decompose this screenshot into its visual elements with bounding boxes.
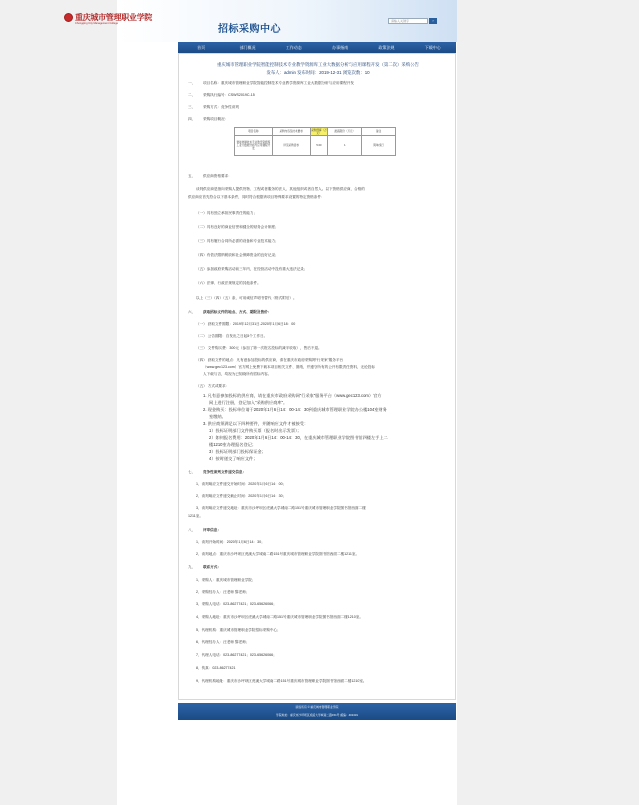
method-subitem: 楼1210室办理报名登记； xyxy=(209,442,257,447)
method-subitem: 3）投标证明部门投标保证金； xyxy=(209,449,266,454)
logo-text: 重庆城市管理职业学院 xyxy=(75,12,152,22)
method-subitem: 4）按时递交了响应文件； xyxy=(209,456,258,461)
procurement-number: 采购执行编号：CSWS2019C-15 xyxy=(203,93,255,97)
contact-item: 6、代理经办人：汪老师 黎老师； xyxy=(196,640,250,644)
review-heading: 评审信息： xyxy=(203,528,221,532)
college-seal-icon xyxy=(64,13,73,22)
method-item: 2. 现金购买：投标单位请于2020年1月6日14：00-14：30到重庆城市管理职业学院办公楼104室财务 xyxy=(203,407,387,412)
contact-item: 1、采购人：重庆城市管理职业学院； xyxy=(196,578,256,582)
nav-news[interactable]: 工作动态 xyxy=(285,45,302,50)
section-number: 八、 xyxy=(188,528,196,532)
qualification-item: （二）具有良好的商业信誉和健全的财务会计制度； xyxy=(196,225,279,229)
method-item: 3. 供应商须满足以下四种要件，并随响应文件才被接受： xyxy=(203,421,309,426)
submission-item: 1211室。 xyxy=(188,514,203,518)
acquisition-item: （一） 获取文件期限：2019年12月31日-2020年1月6日18：00 xyxy=(196,322,296,326)
qualification-item: （六）法律、行政法规规定的其他条件。 xyxy=(196,281,261,285)
contact-item: 7、代理人电话：023-86277421；023-65626066； xyxy=(196,653,277,657)
nav-guide[interactable]: 办事指南 xyxy=(332,45,349,50)
project-overview-heading: 采购项目概况： xyxy=(203,117,229,121)
review-item: 2、谈判地点：重庆市沙坪坝区虎溪大学城南二路151号重庆城市管理职业学院图书馆西面二楼1211室。 xyxy=(196,552,360,556)
table-header: 采购预算（万元） xyxy=(311,128,327,135)
submission-item: 2、谈判响应文件递交截止时间：2020年1月6日14：30； xyxy=(196,494,287,498)
review-item: 1、谈判开始时间：2020年1月6日14：30； xyxy=(196,540,265,544)
contact-item: 3、采购人电话：023-86277421；023-65626066； xyxy=(196,602,277,606)
search-input[interactable]: 请输入关键字 xyxy=(388,18,428,24)
method-subitem: 2）如何报名费用：2020年1月6日14：00-14：30，在重庆城市管理职业学院图书馆四楼左手上二 xyxy=(209,435,388,440)
contact-item: 4、采购人地址：重庆市沙坪坝区虎溪大学城南二路151号重庆城市管理职业学院图书馆西面二楼1210室。 xyxy=(196,615,363,619)
table-header: 备注 xyxy=(362,128,396,136)
section-number: 四、 xyxy=(188,117,196,121)
qualification-item: （一）具有独立承担民事责任的能力； xyxy=(196,211,258,215)
nav-home[interactable]: 首页 xyxy=(197,45,206,50)
qualification-item: （四）有依法缴纳税收和社会保障资金的良好记录； xyxy=(196,253,279,257)
logo-subtitle: Chongqing City Management College xyxy=(75,22,119,25)
table-cell: 5.00 xyxy=(310,136,328,156)
main-nav xyxy=(178,42,456,53)
contact-item: 9、代理机构地址：重庆市沙坪坝区虎溪大学城南二路151号重庆城市管理职业学院图书馆西面二楼1210室。 xyxy=(196,679,367,683)
table-cell: 详见采购需求 xyxy=(272,136,310,156)
section-number: 二、 xyxy=(188,93,196,97)
submission-item: 3、谈判响应文件递交地址：重庆市沙坪坝区虎溪大学城南二路151号重庆城市管理职业学院图书馆西面二楼 xyxy=(196,506,366,510)
method-item: 室缴纳。 xyxy=(209,414,226,419)
footer-copyright: 版权所有 © 重庆城市管理职业学院 xyxy=(295,705,339,709)
project-name: 项目名称：重庆城市管理职业学院智能控制技术专业教学资源库工业大数据分析与应用课程开发 xyxy=(203,81,354,85)
method-item: 1. 凡有意参加投标的供应商，请在重庆市政府采购网“行采家”服务平台（www.gec123.com）官方 xyxy=(203,393,382,398)
contact-item: 5、代理机构：重庆城市管理职业学院招标采购中心； xyxy=(196,628,281,632)
acquisition-item: （www.gec123.com）官方网上免费下载本项目相关文件、图纸，并遵守所有的公开有限责任资料，无论投标 xyxy=(203,365,375,369)
section-number: 三、 xyxy=(188,105,196,109)
project-table xyxy=(234,127,396,156)
nav-policy[interactable]: 政策法规 xyxy=(378,45,395,50)
acquisition-item: （二） 公告期限：自发出之日起5个工作日。 xyxy=(196,334,268,338)
table-cell: 智能控制技术专业教学资源库工业大数据分析与应用课程开发 xyxy=(235,136,273,156)
method-item: 网上进行注册，登记加入“采购供应商库”。 xyxy=(209,400,288,405)
article-title: 重庆城市管理职业学院智能控制技术专业教学资源库工业大数据分析与应用课程开发（第二次）采购公告 xyxy=(217,62,419,67)
section-number: 九、 xyxy=(188,565,196,569)
method-subitem: 1）投标证明部门文件购买票（报名时出示发票）； xyxy=(209,428,302,433)
college-logo[interactable] xyxy=(64,12,152,22)
table-header-row xyxy=(235,128,396,136)
qualification-note: 以上（三）（四）（五）条，可用诚信声明书替代（格式附后）。 xyxy=(196,296,297,300)
section-number: 七、 xyxy=(188,470,196,474)
table-row xyxy=(235,136,396,156)
nav-department[interactable]: 部门概况 xyxy=(239,45,256,50)
procurement-method: 采购方式：竞争性谈判 xyxy=(203,105,239,109)
table-header: 最高限价（万元） xyxy=(328,128,362,136)
search-button[interactable]: › xyxy=(429,18,437,24)
submission-heading: 竞争性谈判文件递交信息： xyxy=(203,470,247,474)
contact-item: 8、传真：023-86277421 xyxy=(196,666,236,670)
submission-item: 1、谈判响应文件递交开始时间：2020年1月6日14：00； xyxy=(196,482,287,486)
acquisition-item: （三） 文件购买费：300元（参加了第一次报名投标的减半收取），售后不退。 xyxy=(196,346,322,350)
section-number: 五、 xyxy=(188,174,196,178)
site-title: 招标采购中心 xyxy=(218,24,281,35)
acquisition-item: 人下载与否，均视为已知晓所有招标内容。 xyxy=(203,372,272,376)
section-number: 一、 xyxy=(188,81,196,85)
document-acquisition-heading: 获取招标文件的地点、方式、期限及售价： xyxy=(203,310,272,314)
table-header: 项目名称 xyxy=(235,128,273,136)
paragraph-line: 供应商应首先符合以下基本条件，同时符合根据该项目特殊要求设置的特定资格条件： xyxy=(188,195,325,199)
qualification-item: （三）具有履行合同所必需的设备和专业技术能力； xyxy=(196,239,279,243)
site-footer xyxy=(178,703,456,720)
qualification-heading: 供应商资格要求： xyxy=(203,174,232,178)
paragraph-line: 谈判供应商是指向采购人提供货物、工程或者服务的法人、其他组织或者自然人。以下资格供应商，合格的 xyxy=(196,187,365,191)
nav-download[interactable]: 下载中心 xyxy=(424,45,441,50)
qualification-item: （五）参加政府采购活动前三年内，在经营活动中没有重大违法记录； xyxy=(196,267,308,271)
section-number: 六、 xyxy=(188,310,196,314)
contact-item: 2、采购经办人：汪老师 黎老师； xyxy=(196,590,250,594)
table-cell: 1 xyxy=(328,136,362,156)
table-cell: 简单线行 xyxy=(362,136,396,156)
contact-heading: 联系方式： xyxy=(203,565,221,569)
article-meta: 发布人：admin 发布时间：2019-12-31 浏览次数：10 xyxy=(266,70,370,75)
acquisition-item: （四） 获取文件的地点：凡有意参加投标的供应商，请在重庆市政府采购网“行采家”服务平台 xyxy=(196,358,344,362)
table-header: 采购内容及技术要求 xyxy=(272,128,310,136)
acquisition-item: （五） 方式或要求： xyxy=(196,384,230,388)
footer-address: 学院地址：重庆市沙坪坝区虎溪大学城南二路151号 邮编：401331 xyxy=(276,713,358,717)
